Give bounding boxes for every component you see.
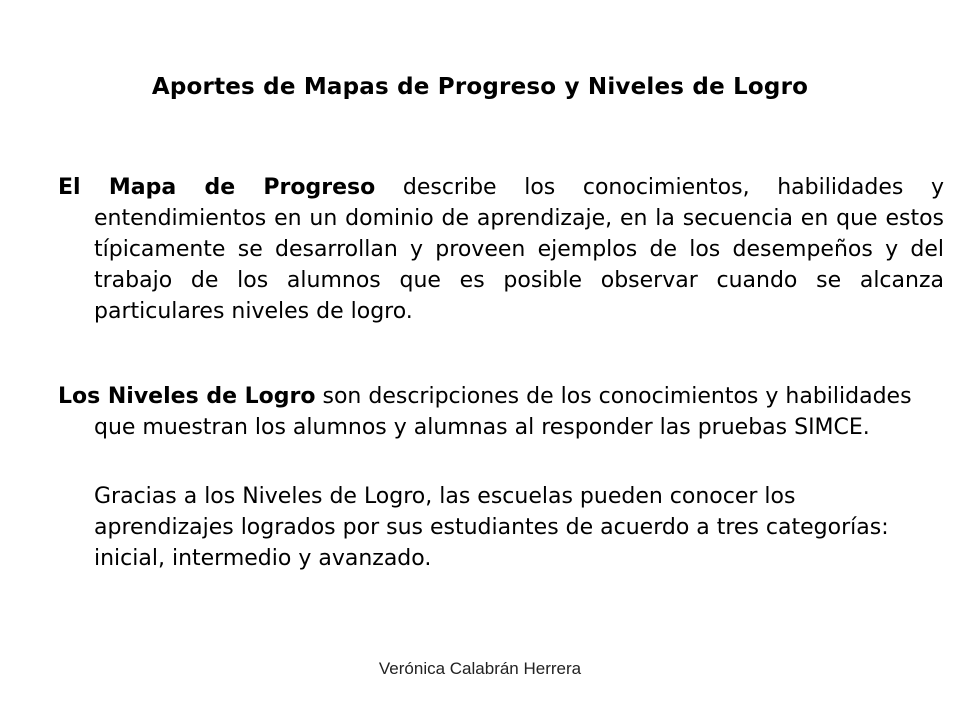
paragraph-bold-lead: El Mapa de Progreso — [58, 175, 376, 200]
paragraph-bold-lead: Los Niveles de Logro — [58, 384, 316, 409]
paragraph-niveles-de-logro — [58, 381, 944, 443]
paragraph-text: Gracias a los Niveles de Logro, las escuelas pueden conocer los aprendizajes logrados por sus estudiantes de acuerdo a tres categorías: inicial, intermedio y avanzado. — [94, 484, 889, 571]
paragraph-text: describe los conocimientos, habilidades y entendimientos en un dominio de aprendizaje, en la secuencia en que estos típicamente se desarrollan y proveen ejemplos de los desempeños y del trabajo de los alumnos que es posible observar cuando se alcanza particulares niveles de logro. — [94, 175, 944, 324]
paragraph-text: son descripciones de los conocimientos y habilidades que muestran los alumnos y alumnas al responder las pruebas SIMCE. — [94, 384, 912, 440]
slide-title: Aportes de Mapas de Progreso y Niveles de Logro — [151, 74, 809, 100]
paragraph-mapa-de-progreso — [58, 172, 944, 327]
slide-footer-author: Verónica Calabrán Herrera — [378, 659, 582, 678]
paragraph-gracias — [64, 481, 938, 574]
